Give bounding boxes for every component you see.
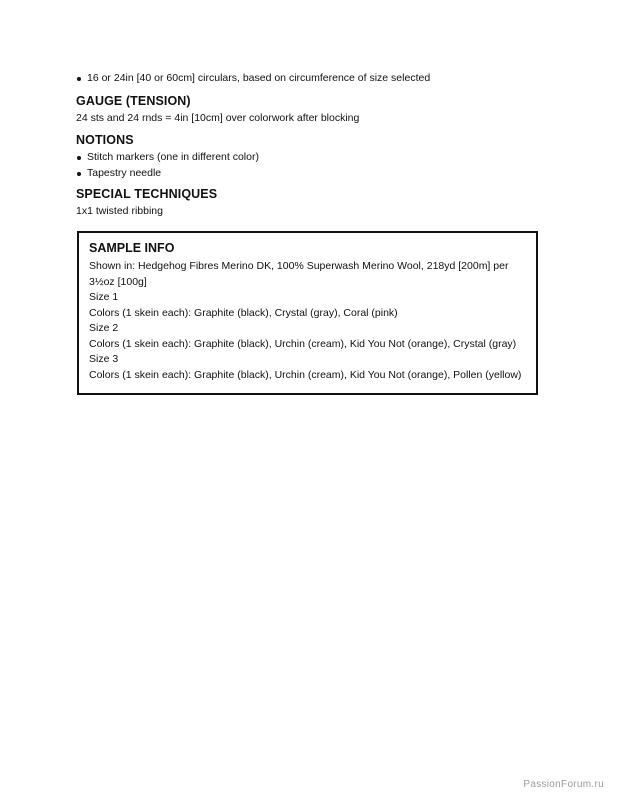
sample-line-size-1: Size 1 — [89, 291, 119, 303]
sample-line-colors-1: Colors (1 skein each): Graphite (black), Crystal (gray), Coral (pink) — [89, 306, 398, 319]
sample-line-colors-3: Colors (1 skein each): Graphite (black), Urchin (cream), Kid You Not (orange), Pollen (yellow) — [89, 368, 522, 381]
special-techniques-heading: SPECIAL TECHNIQUES — [76, 187, 218, 201]
needles-list — [76, 71, 430, 87]
gauge-text: 24 sts and 24 rnds = 4in [10cm] over colorwork after blocking — [76, 112, 360, 124]
watermark: PassionForum.ru — [523, 779, 604, 790]
list-item: 16 or 24in [40 or 60cm] circulars, based on circumference of size selected — [76, 71, 430, 87]
list-item: Stitch markers (one in different color) — [76, 150, 259, 166]
notions-heading: NOTIONS — [76, 133, 134, 147]
gauge-heading: GAUGE (TENSION) — [76, 94, 191, 108]
sample-line-size-2: Size 2 — [89, 322, 119, 334]
sample-info-box — [77, 231, 538, 395]
special-techniques-text: 1x1 twisted ribbing — [76, 205, 163, 217]
notions-list — [76, 150, 259, 181]
sample-line-yarn: Shown in: Hedgehog Fibres Merino DK, 100% Superwash Merino Wool, 218yd [200m] per 3½oz [100g] — [89, 260, 509, 288]
sample-info-title: SAMPLE INFO — [89, 241, 175, 255]
sample-line-size-3: Size 3 — [89, 353, 119, 365]
list-item: Tapestry needle — [76, 166, 259, 182]
sample-line-colors-2: Colors (1 skein each): Graphite (black), Urchin (cream), Kid You Not (orange), Crystal (gray) — [89, 337, 517, 350]
